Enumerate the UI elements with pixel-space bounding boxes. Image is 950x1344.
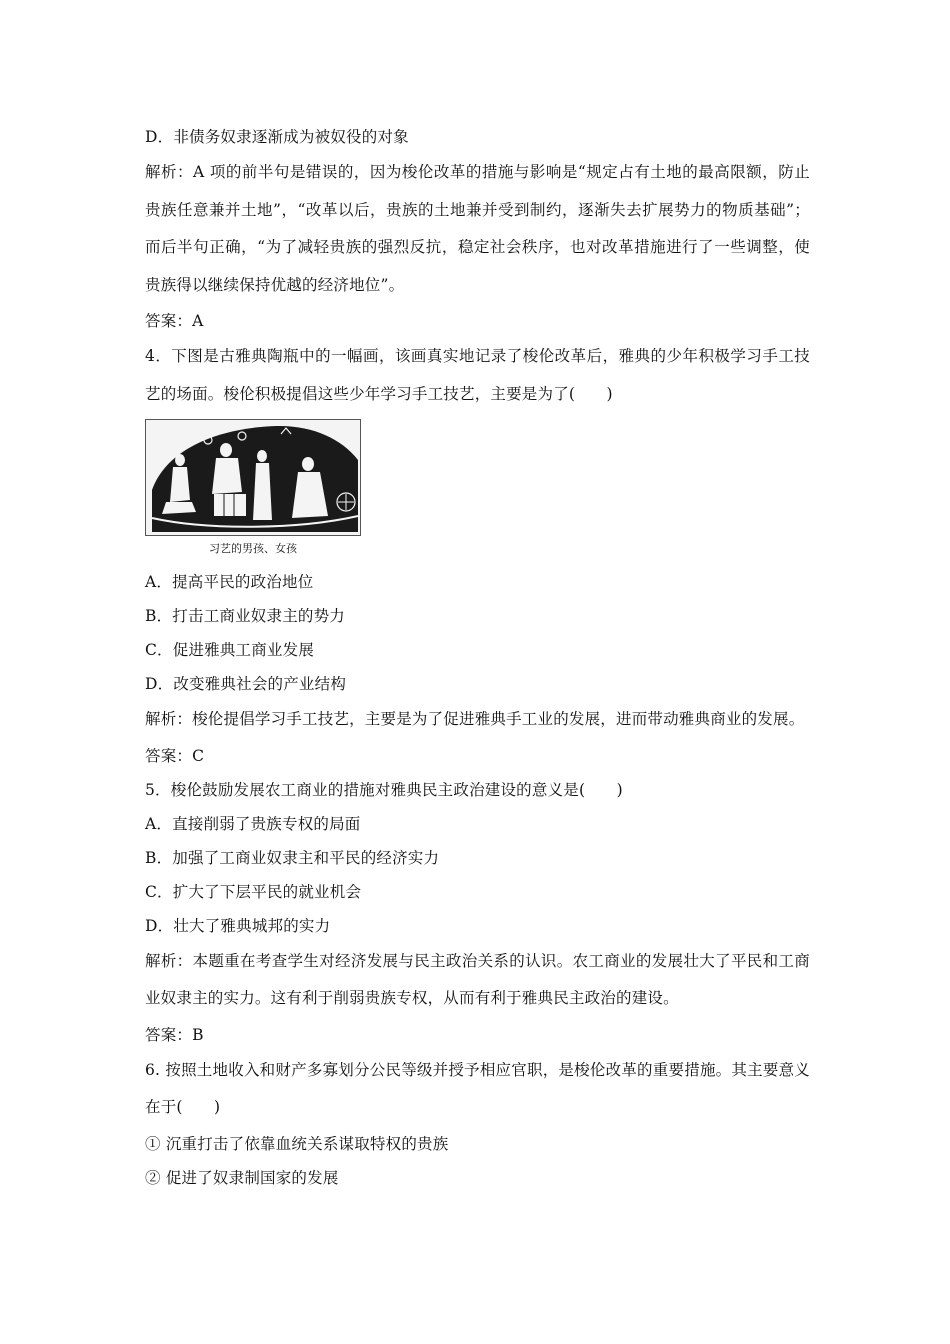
q5-option-b: B．加强了工商业奴隶主和平民的经济实力 bbox=[145, 848, 440, 867]
q4-figure bbox=[145, 419, 361, 557]
q4-option-a: A．提高平民的政治地位 bbox=[145, 573, 314, 591]
q3-analysis: 解析：A 项的前半句是错误的，因为梭伦改革的措施与影响是“规定占有土地的最高限额，防止贵族任意兼并土地”，“改革以后，贵族的土地兼并受到制约，逐渐失去扩展势力的物质基础”；而后半句正确，“为了减轻贵族的强烈反抗，稳定社会秩序，也对改革措施进行了一些调整，使贵族得以继续保持优越的经济地位”。 bbox=[145, 163, 810, 294]
q4-answer: 答案：C bbox=[145, 746, 205, 765]
q5-option-a: A．直接削弱了贵族专权的局面 bbox=[145, 814, 361, 833]
q4-stem: 4．下图是古雅典陶瓶中的一幅画，该画真实地记录了梭伦改革后，雅典的少年积极学习手工技艺的场面。梭伦积极提倡这些少年学习手工技艺，主要是为了( ) bbox=[145, 347, 810, 403]
q4-option-c: C．促进雅典工商业发展 bbox=[145, 641, 315, 659]
document-page bbox=[145, 120, 810, 1195]
figure-caption: 习艺的男孩、女孩 bbox=[209, 542, 297, 555]
q5-option-d: D．壮大了雅典城邦的实力 bbox=[145, 916, 331, 935]
q4-analysis: 解析：梭伦提倡学习手工技艺，主要是为了促进雅典手工业的发展，进而带动雅典商业的发展。 bbox=[145, 710, 805, 728]
q5-option-c: C．扩大了下层平民的就业机会 bbox=[145, 882, 362, 901]
q6-stem: 6. 按照土地收入和财产多寡划分公民等级并授予相应官职，是梭伦改革的重要措施。其主要意义在于( ) bbox=[145, 1060, 810, 1116]
q4-option-b: B．打击工商业奴隶主的势力 bbox=[145, 607, 345, 625]
q4-option-d: D．改变雅典社会的产业结构 bbox=[145, 675, 347, 693]
q6-item-2: ② 促进了奴隶制国家的发展 bbox=[145, 1168, 339, 1187]
q3-answer: 答案：A bbox=[145, 312, 204, 330]
q6-item-1: ① 沉重打击了依靠血统关系谋取特权的贵族 bbox=[145, 1134, 449, 1153]
q3-option-d: D．非债务奴隶逐渐成为被奴役的对象 bbox=[145, 128, 409, 146]
vase-painting-image bbox=[145, 419, 361, 536]
q5-stem: 5．梭伦鼓励发展农工商业的措施对雅典民主政治建设的意义是( ) bbox=[145, 780, 623, 799]
q5-analysis: 解析：本题重在考查学生对经济发展与民主政治关系的认识。农工商业的发展壮大了平民和工商业奴隶主的实力。这有利于削弱贵族专权，从而有利于雅典民主政治的建设。 bbox=[145, 951, 810, 1007]
q5-answer: 答案：B bbox=[145, 1025, 204, 1044]
